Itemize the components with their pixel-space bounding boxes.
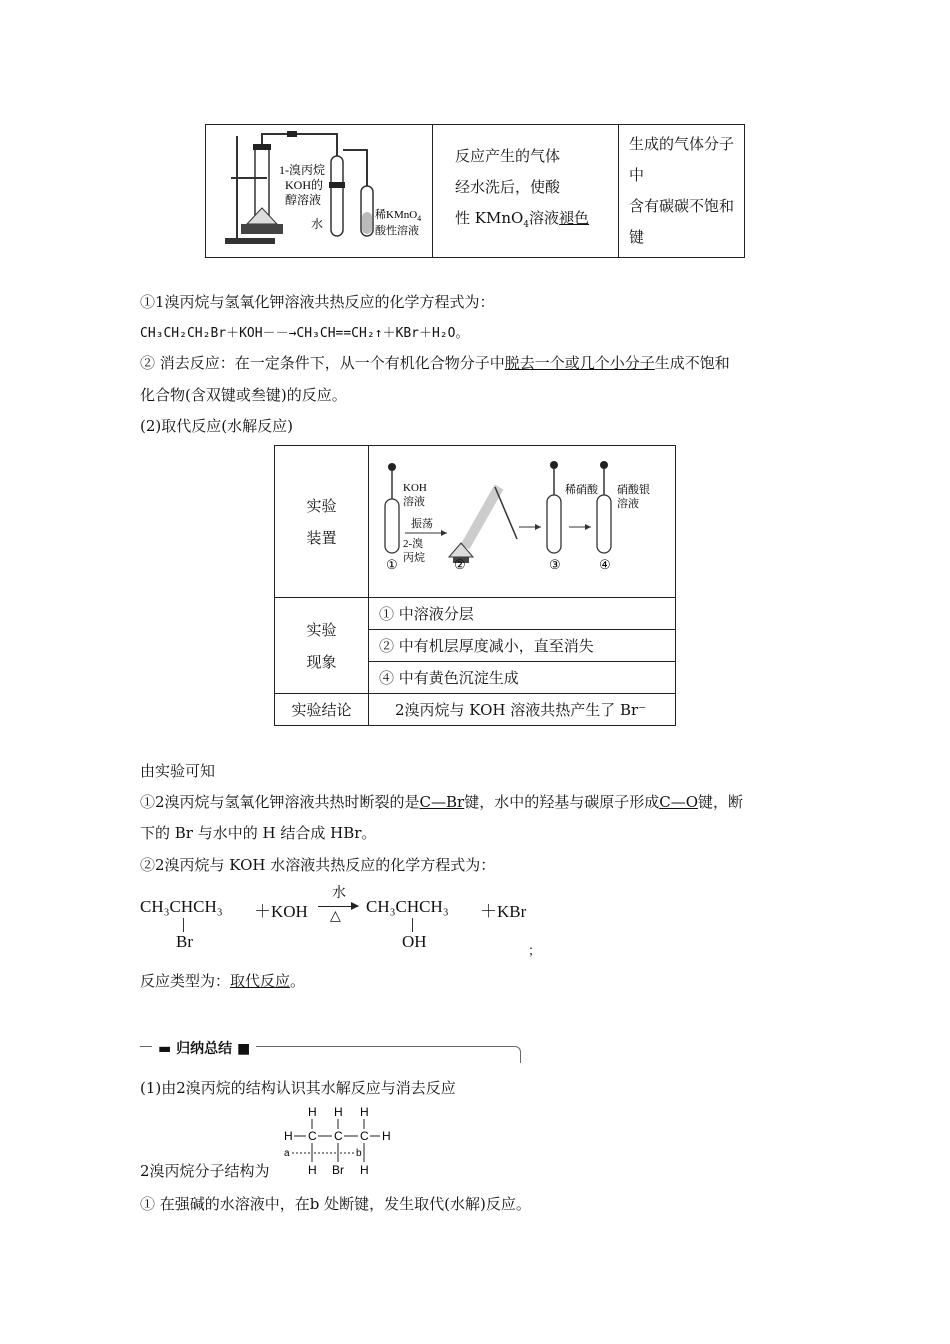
eq-end: ； <box>528 943 542 958</box>
h-top-2: H <box>334 1105 343 1119</box>
eq-right-substituent: OH <box>402 932 427 951</box>
phenomenon-line-3: 性 KMnO$_4$溶液褪色 <box>455 209 590 230</box>
underlined-answer-c-br: C—Br <box>419 793 465 811</box>
substitution-apparatus-cell <box>369 446 676 598</box>
bromopropane-structure <box>280 1104 400 1176</box>
underlined-answer-fade: 褪色 <box>559 209 590 227</box>
apparatus-label-1: 1-溴丙烷 <box>279 163 325 177</box>
apparatus-label-2: KOH的 <box>285 178 323 192</box>
tube-3 <box>547 495 561 553</box>
elimination-table <box>205 124 745 258</box>
water-tube <box>331 156 343 236</box>
label-a: a <box>284 1148 290 1159</box>
substitution-conclusion: 2溴丙烷与 KOH 溶液共热产生了 Br⁻ <box>369 694 676 726</box>
label-n4: ④ <box>599 556 611 572</box>
label-koh-2: 溶液 <box>403 495 425 508</box>
paragraph-equation-intro: ①1溴丙烷与氢氧化钾溶液共热反应的化学方程式为： <box>140 293 495 311</box>
stand-base <box>225 238 275 244</box>
h-right: H <box>382 1129 391 1143</box>
phenomenon-line-1: 反应产生的气体 <box>455 147 561 165</box>
apparatus-reagent-label-2: 酸性溶液 <box>375 225 419 237</box>
summary-paragraph-1: (1)由2溴丙烷的结构认识其水解反应与消去反应 <box>140 1079 456 1097</box>
conclusion-line-1: 生成的气体分子中 <box>629 135 735 184</box>
substitution-table <box>274 445 676 726</box>
eq-right-bond <box>412 918 413 932</box>
c-1: C <box>308 1129 317 1143</box>
h-bottom-3: H <box>360 1163 369 1176</box>
eq-left-substituent: Br <box>176 932 193 951</box>
label-koh-1: KOH <box>403 481 427 494</box>
eq-left-bond <box>183 918 184 932</box>
elimination-phenomenon-cell <box>433 125 619 258</box>
paragraph-bond-breaking-2: 下的 Br 与水中的 H 结合成 HBr。 <box>140 824 377 842</box>
eq-condition-top: 水 <box>332 886 346 901</box>
tube-4 <box>597 495 611 553</box>
paragraph-reaction-type: 反应类型为：取代反应。 <box>140 972 306 990</box>
tube-2 <box>465 487 499 547</box>
h-bottom-1: H <box>308 1163 317 1176</box>
label-silver-1: 硝酸银 <box>617 483 650 496</box>
phenomenon-2: ② 中有机层厚度减小，直至消失 <box>369 630 676 662</box>
phenomenon-1: ① 中溶液分层 <box>369 598 676 630</box>
underlined-answer-substitution: 取代反应 <box>230 972 291 990</box>
underlined-answer-c-o: C—O <box>659 793 699 811</box>
elimination-apparatus-cell <box>206 125 433 258</box>
row-label-phenomenon: 实验 现象 <box>275 598 369 694</box>
equation-elimination: CH₃CH₂CH₂Br＋KOH－－→CH₃CH==CH₂↑＋KBr＋H₂O。 <box>140 326 469 341</box>
eq-kbr: ＋KBr <box>480 902 527 921</box>
br-bottom: Br <box>332 1163 344 1176</box>
label-shake: 振荡 <box>411 517 433 530</box>
burner-flame <box>247 208 277 224</box>
row-label-apparatus: 实验 装置 <box>275 446 369 598</box>
label-bromo-2: 丙烷 <box>403 551 425 564</box>
elimination-apparatus-diagram <box>207 126 431 256</box>
tube-1 <box>385 499 399 553</box>
paragraph-bond-breaking: ①2溴丙烷与氢氧化钾溶液共热时断裂的是C—Br键，水中的羟基与碳原子形成C—O键，断 <box>140 793 744 811</box>
phenomenon-line-2: 经水洗后，使酸 <box>455 178 561 196</box>
summary-paragraph-2: ① 在强碱的水溶液中，在b 处断键，发生取代(水解)反应。 <box>140 1195 531 1213</box>
c-3: C <box>360 1129 369 1143</box>
paragraph-hydrolysis-equation-intro: ②2溴丙烷与 KOH 水溶液共热反应的化学方程式为： <box>140 856 496 874</box>
h-top-3: H <box>360 1105 369 1119</box>
summary-structure-label: 2溴丙烷分子结构为 <box>140 1162 270 1180</box>
label-b: b <box>356 1148 362 1159</box>
eq-condition-bottom: △ <box>330 909 341 924</box>
label-bromo-1: 2-溴 <box>403 537 424 550</box>
label-n3: ③ <box>549 556 561 572</box>
paragraph-elimination-definition-2: 化合物(含双键或叁键)的反应。 <box>140 386 347 404</box>
label-acid: 稀硝酸 <box>565 483 598 496</box>
paragraph-elimination-definition: ② 消去反应：在一定条件下，从一个有机化合物分子中脱去一个或几个小分子生成不饱和 <box>140 354 730 372</box>
apparatus-water-label: 水 <box>311 217 324 231</box>
substitution-apparatus-diagram <box>369 447 675 597</box>
summary-tag: ▬ 归纳总结 ■ <box>152 1038 256 1058</box>
apparatus-label-3: 醇溶液 <box>285 193 322 207</box>
label-n2: ② <box>454 556 466 572</box>
apparatus-reagent-label-1: 稀KMnO$_4$ <box>375 209 422 223</box>
h-left: H <box>284 1129 293 1143</box>
section-heading-substitution: (2)取代反应(水解反应) <box>140 417 293 435</box>
phenomenon-3: ④ 中有黄色沉淀生成 <box>369 662 676 694</box>
c-2: C <box>334 1129 343 1143</box>
underlined-answer-small-molecule: 脱去一个或几个小分子 <box>504 354 655 372</box>
conclusion-line-2: 含有碳碳不饱和键 <box>629 197 735 246</box>
elimination-conclusion-cell <box>619 125 745 258</box>
eq-left-formula: CH₃CHCH₃ <box>140 897 223 916</box>
h-top-1: H <box>308 1105 317 1119</box>
row-label-conclusion: 实验结论 <box>275 694 369 726</box>
label-n1: ① <box>386 556 398 572</box>
label-silver-2: 溶液 <box>617 497 639 510</box>
eq-right-formula: CH₃CHCH₃ <box>366 897 449 916</box>
eq-arrowhead <box>351 902 359 910</box>
paragraph-from-experiment: 由实验可知 <box>140 762 216 780</box>
eq-koh: ＋KOH <box>254 902 308 921</box>
gas-tube <box>262 134 337 156</box>
reaction-tube <box>255 146 269 216</box>
